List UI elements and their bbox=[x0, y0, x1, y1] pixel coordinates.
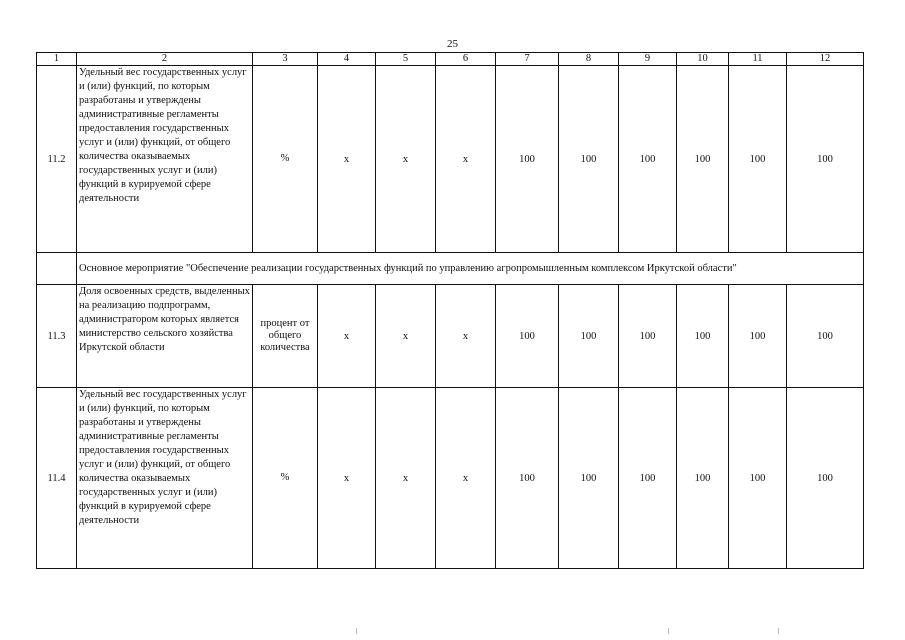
row-number: 11.4 bbox=[37, 388, 77, 569]
table-row bbox=[37, 388, 864, 569]
column-header: 8 bbox=[559, 53, 619, 66]
section-title: Основное мероприятие "Обеспечение реализации государственных функций по управлению агропромышленным комплексом Иркутской области" bbox=[77, 253, 864, 285]
indicator-unit: процент от общего количества bbox=[253, 285, 318, 388]
value-cell: 100 bbox=[729, 388, 787, 569]
value-cell: 100 bbox=[787, 285, 864, 388]
value-cell: 100 bbox=[619, 66, 677, 253]
value-cell: x bbox=[436, 285, 496, 388]
value-cell: x bbox=[318, 388, 376, 569]
column-header: 3 bbox=[253, 53, 318, 66]
value-cell: x bbox=[318, 66, 376, 253]
column-header: 4 bbox=[318, 53, 376, 66]
scan-speck bbox=[356, 628, 357, 634]
value-cell: 100 bbox=[619, 285, 677, 388]
value-cell: 100 bbox=[729, 66, 787, 253]
indicator-unit: % bbox=[253, 66, 318, 253]
column-header: 12 bbox=[787, 53, 864, 66]
indicators-table bbox=[36, 52, 864, 569]
column-header: 1 bbox=[37, 53, 77, 66]
scan-speck bbox=[668, 628, 669, 634]
value-cell: x bbox=[376, 66, 436, 253]
value-cell: 100 bbox=[496, 388, 559, 569]
table-header-row bbox=[37, 53, 864, 66]
table-row bbox=[37, 66, 864, 253]
row-number: 11.3 bbox=[37, 285, 77, 388]
value-cell: 100 bbox=[619, 388, 677, 569]
value-cell: 100 bbox=[787, 66, 864, 253]
value-cell: 100 bbox=[496, 285, 559, 388]
value-cell: 100 bbox=[677, 285, 729, 388]
indicator-name: Удельный вес государственных услуг и (или) функций, по которым разработаны и утверждены административные регламенты предоставления государственных услуг и (или) функций, от общего количества оказываемых государственных услуг и (или) функций в курируемой сфере деятельности bbox=[77, 66, 253, 253]
value-cell: 100 bbox=[559, 66, 619, 253]
column-header: 5 bbox=[376, 53, 436, 66]
value-cell: 100 bbox=[677, 66, 729, 253]
column-header: 7 bbox=[496, 53, 559, 66]
value-cell: x bbox=[436, 66, 496, 253]
value-cell: 100 bbox=[559, 388, 619, 569]
page-number: 25 bbox=[447, 38, 458, 50]
value-cell: x bbox=[318, 285, 376, 388]
section-row bbox=[37, 253, 864, 285]
column-header: 6 bbox=[436, 53, 496, 66]
section-empty-cell bbox=[37, 253, 77, 285]
table-row bbox=[37, 285, 864, 388]
indicator-unit: % bbox=[253, 388, 318, 569]
column-header: 11 bbox=[729, 53, 787, 66]
value-cell: x bbox=[376, 388, 436, 569]
column-header: 10 bbox=[677, 53, 729, 66]
scan-speck bbox=[778, 628, 779, 634]
value-cell: 100 bbox=[677, 388, 729, 569]
value-cell: 100 bbox=[496, 66, 559, 253]
value-cell: x bbox=[376, 285, 436, 388]
column-header: 2 bbox=[77, 53, 253, 66]
indicator-name: Доля освоенных средств, выделенных на реализацию подпрограмм, администратором которых является министерство сельского хозяйства Иркутской области bbox=[77, 285, 253, 388]
value-cell: 100 bbox=[787, 388, 864, 569]
value-cell: 100 bbox=[729, 285, 787, 388]
value-cell: x bbox=[436, 388, 496, 569]
row-number: 11.2 bbox=[37, 66, 77, 253]
column-header: 9 bbox=[619, 53, 677, 66]
value-cell: 100 bbox=[559, 285, 619, 388]
indicator-name: Удельный вес государственных услуг и (или) функций, по которым разработаны и утверждены административные регламенты предоставления государственных услуг и (или) функций, от общего количества оказываемых государственных услуг и (или) функций в курируемой сфере деятельности bbox=[77, 388, 253, 569]
